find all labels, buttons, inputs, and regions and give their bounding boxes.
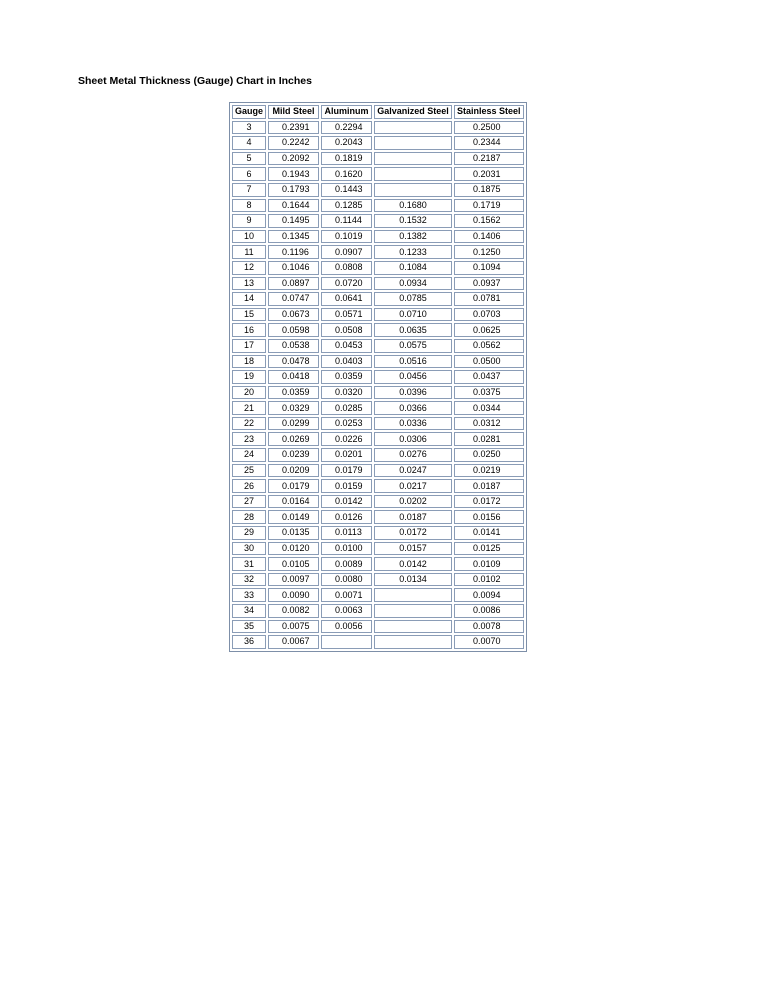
cell-gauge: 21: [232, 401, 266, 415]
cell-stainless-steel: 0.0141: [454, 526, 524, 540]
cell-aluminum: [321, 635, 372, 649]
cell-aluminum: 0.2043: [321, 136, 372, 150]
cell-aluminum: 0.0179: [321, 464, 372, 478]
table-body: [232, 121, 524, 649]
cell-stainless-steel: 0.0281: [454, 432, 524, 446]
cell-galvanized-steel: 0.0575: [374, 339, 452, 353]
cell-mild-steel: 0.1644: [268, 199, 319, 213]
cell-gauge: 7: [232, 183, 266, 197]
cell-stainless-steel: 0.0703: [454, 308, 524, 322]
cell-galvanized-steel: 0.0456: [374, 370, 452, 384]
cell-gauge: 35: [232, 620, 266, 634]
table-row: [232, 167, 524, 181]
cell-aluminum: 0.0159: [321, 479, 372, 493]
gauge-table: [229, 102, 527, 652]
header-stainless-steel: Stainless Steel: [454, 105, 524, 119]
table-row: [232, 121, 524, 135]
table-row: [232, 183, 524, 197]
cell-stainless-steel: 0.1094: [454, 261, 524, 275]
cell-galvanized-steel: 0.0172: [374, 526, 452, 540]
table-row: [232, 526, 524, 540]
cell-gauge: 17: [232, 339, 266, 353]
cell-gauge: 29: [232, 526, 266, 540]
cell-gauge: 3: [232, 121, 266, 135]
cell-mild-steel: 0.0209: [268, 464, 319, 478]
cell-mild-steel: 0.0149: [268, 510, 319, 524]
cell-mild-steel: 0.0418: [268, 370, 319, 384]
cell-galvanized-steel: 0.0635: [374, 323, 452, 337]
cell-stainless-steel: 0.2187: [454, 152, 524, 166]
cell-stainless-steel: 0.2344: [454, 136, 524, 150]
cell-galvanized-steel: 0.0142: [374, 557, 452, 571]
cell-galvanized-steel: [374, 136, 452, 150]
cell-mild-steel: 0.0329: [268, 401, 319, 415]
cell-stainless-steel: 0.0187: [454, 479, 524, 493]
cell-mild-steel: 0.0105: [268, 557, 319, 571]
cell-gauge: 23: [232, 432, 266, 446]
table-row: [232, 308, 524, 322]
cell-mild-steel: 0.0897: [268, 277, 319, 291]
cell-aluminum: 0.1144: [321, 214, 372, 228]
cell-gauge: 18: [232, 355, 266, 369]
cell-aluminum: 0.0126: [321, 510, 372, 524]
cell-stainless-steel: 0.1250: [454, 245, 524, 259]
header-aluminum: Aluminum: [321, 105, 372, 119]
cell-aluminum: 0.0720: [321, 277, 372, 291]
cell-gauge: 4: [232, 136, 266, 150]
cell-gauge: 33: [232, 588, 266, 602]
cell-mild-steel: 0.0673: [268, 308, 319, 322]
cell-gauge: 5: [232, 152, 266, 166]
table-row: [232, 510, 524, 524]
cell-gauge: 16: [232, 323, 266, 337]
cell-stainless-steel: 0.1562: [454, 214, 524, 228]
cell-aluminum: 0.0508: [321, 323, 372, 337]
cell-stainless-steel: 0.0375: [454, 386, 524, 400]
cell-stainless-steel: 0.1719: [454, 199, 524, 213]
table-row: [232, 214, 524, 228]
cell-aluminum: 0.0071: [321, 588, 372, 602]
cell-stainless-steel: 0.0312: [454, 417, 524, 431]
cell-mild-steel: 0.0269: [268, 432, 319, 446]
cell-stainless-steel: 0.0125: [454, 542, 524, 556]
table-row: [232, 386, 524, 400]
table-row: [232, 479, 524, 493]
cell-mild-steel: 0.0097: [268, 573, 319, 587]
cell-mild-steel: 0.1196: [268, 245, 319, 259]
cell-aluminum: 0.0453: [321, 339, 372, 353]
cell-gauge: 32: [232, 573, 266, 587]
cell-galvanized-steel: 0.0934: [374, 277, 452, 291]
cell-mild-steel: 0.2092: [268, 152, 319, 166]
cell-mild-steel: 0.0598: [268, 323, 319, 337]
cell-gauge: 27: [232, 495, 266, 509]
cell-stainless-steel: 0.0070: [454, 635, 524, 649]
table-row: [232, 339, 524, 353]
table-row: [232, 323, 524, 337]
table-row: [232, 635, 524, 649]
cell-gauge: 31: [232, 557, 266, 571]
table-row: [232, 620, 524, 634]
cell-stainless-steel: 0.0344: [454, 401, 524, 415]
cell-aluminum: 0.1620: [321, 167, 372, 181]
table-row: [232, 604, 524, 618]
cell-aluminum: 0.0359: [321, 370, 372, 384]
cell-mild-steel: 0.0082: [268, 604, 319, 618]
cell-aluminum: 0.0403: [321, 355, 372, 369]
cell-galvanized-steel: [374, 167, 452, 181]
cell-aluminum: 0.0113: [321, 526, 372, 540]
cell-galvanized-steel: 0.0276: [374, 448, 452, 462]
cell-stainless-steel: 0.0109: [454, 557, 524, 571]
table-row: [232, 588, 524, 602]
cell-gauge: 19: [232, 370, 266, 384]
cell-galvanized-steel: 0.1084: [374, 261, 452, 275]
cell-mild-steel: 0.0075: [268, 620, 319, 634]
cell-galvanized-steel: [374, 604, 452, 618]
page-title: Sheet Metal Thickness (Gauge) Chart in Inches: [78, 75, 312, 87]
table-row: [232, 277, 524, 291]
table-row: [232, 292, 524, 306]
cell-gauge: 36: [232, 635, 266, 649]
cell-aluminum: 0.0253: [321, 417, 372, 431]
cell-aluminum: 0.0100: [321, 542, 372, 556]
cell-aluminum: 0.0571: [321, 308, 372, 322]
cell-aluminum: 0.0056: [321, 620, 372, 634]
header-mild-steel: Mild Steel: [268, 105, 319, 119]
cell-mild-steel: 0.0179: [268, 479, 319, 493]
cell-stainless-steel: 0.1875: [454, 183, 524, 197]
cell-mild-steel: 0.1943: [268, 167, 319, 181]
cell-aluminum: 0.0063: [321, 604, 372, 618]
table-row: [232, 136, 524, 150]
cell-galvanized-steel: [374, 635, 452, 649]
cell-gauge: 11: [232, 245, 266, 259]
cell-mild-steel: 0.0299: [268, 417, 319, 431]
cell-galvanized-steel: 0.1382: [374, 230, 452, 244]
cell-galvanized-steel: [374, 121, 452, 135]
cell-stainless-steel: 0.0250: [454, 448, 524, 462]
table-row: [232, 355, 524, 369]
cell-mild-steel: 0.0135: [268, 526, 319, 540]
cell-galvanized-steel: 0.0187: [374, 510, 452, 524]
cell-galvanized-steel: [374, 588, 452, 602]
cell-stainless-steel: 0.0156: [454, 510, 524, 524]
cell-gauge: 20: [232, 386, 266, 400]
cell-stainless-steel: 0.0102: [454, 573, 524, 587]
cell-gauge: 10: [232, 230, 266, 244]
cell-galvanized-steel: 0.1233: [374, 245, 452, 259]
cell-mild-steel: 0.2242: [268, 136, 319, 150]
cell-stainless-steel: 0.2500: [454, 121, 524, 135]
cell-aluminum: 0.0089: [321, 557, 372, 571]
cell-gauge: 14: [232, 292, 266, 306]
cell-galvanized-steel: 0.0710: [374, 308, 452, 322]
cell-gauge: 34: [232, 604, 266, 618]
table-row: [232, 152, 524, 166]
cell-mild-steel: 0.1046: [268, 261, 319, 275]
cell-aluminum: 0.0907: [321, 245, 372, 259]
cell-mild-steel: 0.1345: [268, 230, 319, 244]
cell-stainless-steel: 0.0781: [454, 292, 524, 306]
cell-gauge: 26: [232, 479, 266, 493]
table-row: [232, 401, 524, 415]
cell-mild-steel: 0.2391: [268, 121, 319, 135]
cell-stainless-steel: 0.0172: [454, 495, 524, 509]
cell-galvanized-steel: 0.0366: [374, 401, 452, 415]
cell-aluminum: 0.0080: [321, 573, 372, 587]
cell-mild-steel: 0.0239: [268, 448, 319, 462]
cell-mild-steel: 0.1793: [268, 183, 319, 197]
cell-aluminum: 0.2294: [321, 121, 372, 135]
table-header-row: [232, 105, 524, 119]
cell-mild-steel: 0.0538: [268, 339, 319, 353]
cell-aluminum: 0.0320: [321, 386, 372, 400]
table-row: [232, 230, 524, 244]
cell-mild-steel: 0.0164: [268, 495, 319, 509]
cell-gauge: 15: [232, 308, 266, 322]
cell-aluminum: 0.0285: [321, 401, 372, 415]
cell-stainless-steel: 0.0937: [454, 277, 524, 291]
cell-aluminum: 0.0641: [321, 292, 372, 306]
cell-galvanized-steel: [374, 152, 452, 166]
cell-aluminum: 0.1285: [321, 199, 372, 213]
header-gauge: Gauge: [232, 105, 266, 119]
table-row: [232, 542, 524, 556]
cell-aluminum: 0.1819: [321, 152, 372, 166]
table-row: [232, 417, 524, 431]
cell-galvanized-steel: 0.1532: [374, 214, 452, 228]
cell-stainless-steel: 0.0437: [454, 370, 524, 384]
cell-aluminum: 0.0201: [321, 448, 372, 462]
cell-mild-steel: 0.0359: [268, 386, 319, 400]
table-row: [232, 199, 524, 213]
table-row: [232, 261, 524, 275]
table-row: [232, 432, 524, 446]
cell-gauge: 6: [232, 167, 266, 181]
table-row: [232, 557, 524, 571]
cell-gauge: 13: [232, 277, 266, 291]
cell-galvanized-steel: 0.0306: [374, 432, 452, 446]
cell-stainless-steel: 0.1406: [454, 230, 524, 244]
table-row: [232, 464, 524, 478]
cell-stainless-steel: 0.2031: [454, 167, 524, 181]
cell-mild-steel: 0.0478: [268, 355, 319, 369]
table-row: [232, 370, 524, 384]
cell-aluminum: 0.0226: [321, 432, 372, 446]
cell-gauge: 22: [232, 417, 266, 431]
cell-mild-steel: 0.0747: [268, 292, 319, 306]
cell-gauge: 25: [232, 464, 266, 478]
cell-mild-steel: 0.1495: [268, 214, 319, 228]
cell-galvanized-steel: 0.0336: [374, 417, 452, 431]
cell-gauge: 9: [232, 214, 266, 228]
cell-galvanized-steel: 0.0157: [374, 542, 452, 556]
cell-mild-steel: 0.0067: [268, 635, 319, 649]
cell-aluminum: 0.0142: [321, 495, 372, 509]
cell-galvanized-steel: 0.1680: [374, 199, 452, 213]
cell-stainless-steel: 0.0500: [454, 355, 524, 369]
cell-gauge: 28: [232, 510, 266, 524]
cell-stainless-steel: 0.0086: [454, 604, 524, 618]
table-row: [232, 573, 524, 587]
table-row: [232, 245, 524, 259]
cell-gauge: 12: [232, 261, 266, 275]
cell-galvanized-steel: 0.0202: [374, 495, 452, 509]
cell-galvanized-steel: 0.0516: [374, 355, 452, 369]
cell-stainless-steel: 0.0094: [454, 588, 524, 602]
cell-galvanized-steel: 0.0785: [374, 292, 452, 306]
header-galvanized-steel: Galvanized Steel: [374, 105, 452, 119]
cell-mild-steel: 0.0090: [268, 588, 319, 602]
cell-galvanized-steel: 0.0247: [374, 464, 452, 478]
cell-galvanized-steel: [374, 183, 452, 197]
cell-gauge: 24: [232, 448, 266, 462]
cell-stainless-steel: 0.0562: [454, 339, 524, 353]
cell-aluminum: 0.0808: [321, 261, 372, 275]
cell-gauge: 8: [232, 199, 266, 213]
cell-stainless-steel: 0.0078: [454, 620, 524, 634]
cell-stainless-steel: 0.0219: [454, 464, 524, 478]
cell-mild-steel: 0.0120: [268, 542, 319, 556]
table-row: [232, 448, 524, 462]
cell-galvanized-steel: 0.0134: [374, 573, 452, 587]
cell-galvanized-steel: 0.0396: [374, 386, 452, 400]
cell-aluminum: 0.1019: [321, 230, 372, 244]
cell-stainless-steel: 0.0625: [454, 323, 524, 337]
cell-aluminum: 0.1443: [321, 183, 372, 197]
cell-galvanized-steel: 0.0217: [374, 479, 452, 493]
cell-gauge: 30: [232, 542, 266, 556]
table-row: [232, 495, 524, 509]
cell-galvanized-steel: [374, 620, 452, 634]
